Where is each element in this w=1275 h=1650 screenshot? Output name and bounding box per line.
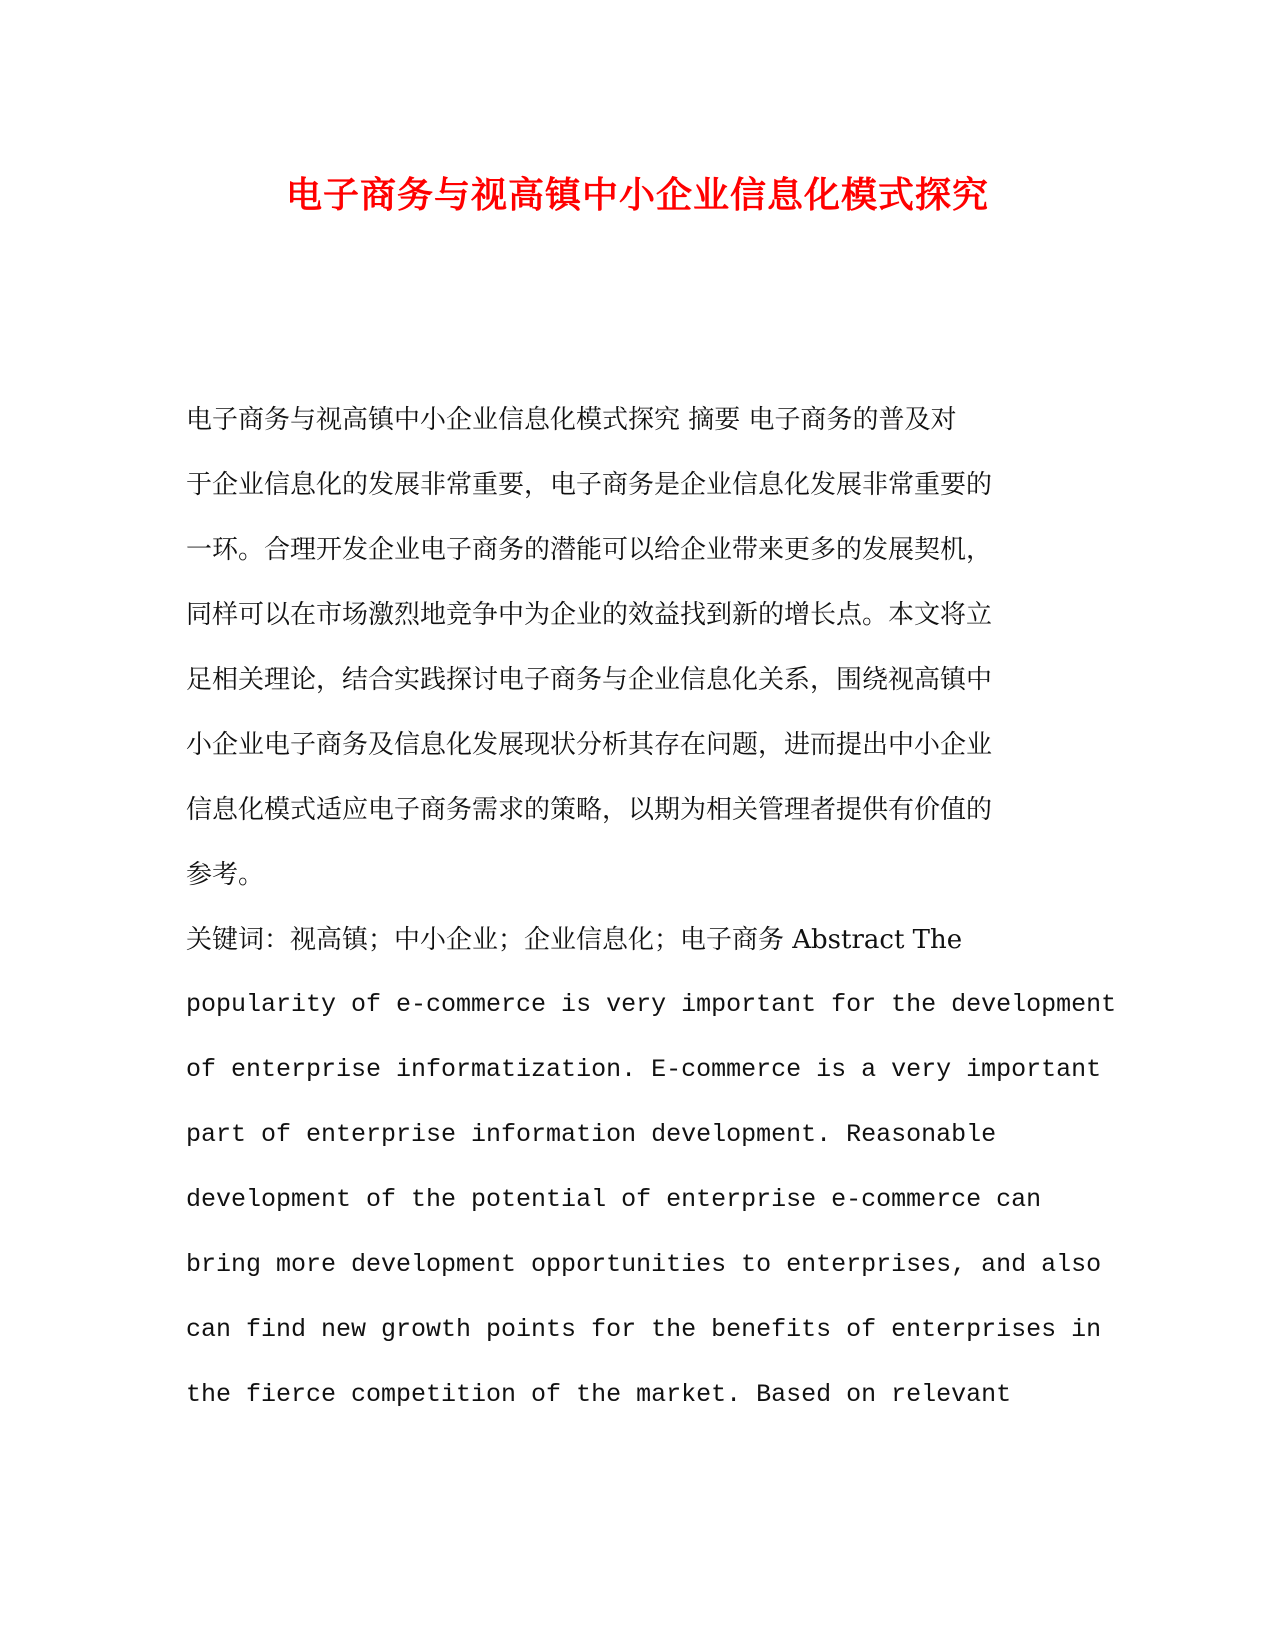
body-line: 小企业电子商务及信息化发展现状分析其存在问题，进而提出中小企业 xyxy=(186,730,993,760)
abstract-line: the fierce competition of the market. Based on relevant xyxy=(186,1380,1012,1409)
document-title: 电子商务与视高镇中小企业信息化模式探究 xyxy=(285,174,989,216)
body-line: 参考。 xyxy=(186,860,265,890)
document-body xyxy=(186,388,1117,1428)
abstract-line: development of the potential of enterprise e-commerce can xyxy=(186,1185,1042,1214)
body-line: 同样可以在市场激烈地竞争中为企业的效益找到新的增长点。本文将立 xyxy=(186,600,993,630)
body-line: 一环。合理开发企业电子商务的潜能可以给企业带来更多的发展契机， xyxy=(186,535,993,565)
body-line: 信息化模式适应电子商务需求的策略，以期为相关管理者提供有价值的 xyxy=(186,795,993,825)
abstract-line: can find new growth points for the benefits of enterprises in xyxy=(186,1315,1102,1344)
abstract-line: bring more development opportunities to enterprises, and also xyxy=(186,1250,1102,1279)
keywords-line: 关键词：视高镇；中小企业；企业信息化；电子商务 Abstract The xyxy=(186,925,963,955)
body-line: 于企业信息化的发展非常重要，电子商务是企业信息化发展非常重要的 xyxy=(186,470,993,500)
abstract-line: popularity of e-commerce is very important for the development xyxy=(186,990,1117,1019)
abstract-line: of enterprise informatization. E-commerce is a very important xyxy=(186,1055,1102,1084)
body-line: 足相关理论，结合实践探讨电子商务与企业信息化关系，围绕视高镇中 xyxy=(186,665,993,695)
body-line: 电子商务与视高镇中小企业信息化模式探究 摘要 电子商务的普及对 xyxy=(186,405,957,435)
abstract-line: part of enterprise information development. Reasonable xyxy=(186,1120,997,1149)
